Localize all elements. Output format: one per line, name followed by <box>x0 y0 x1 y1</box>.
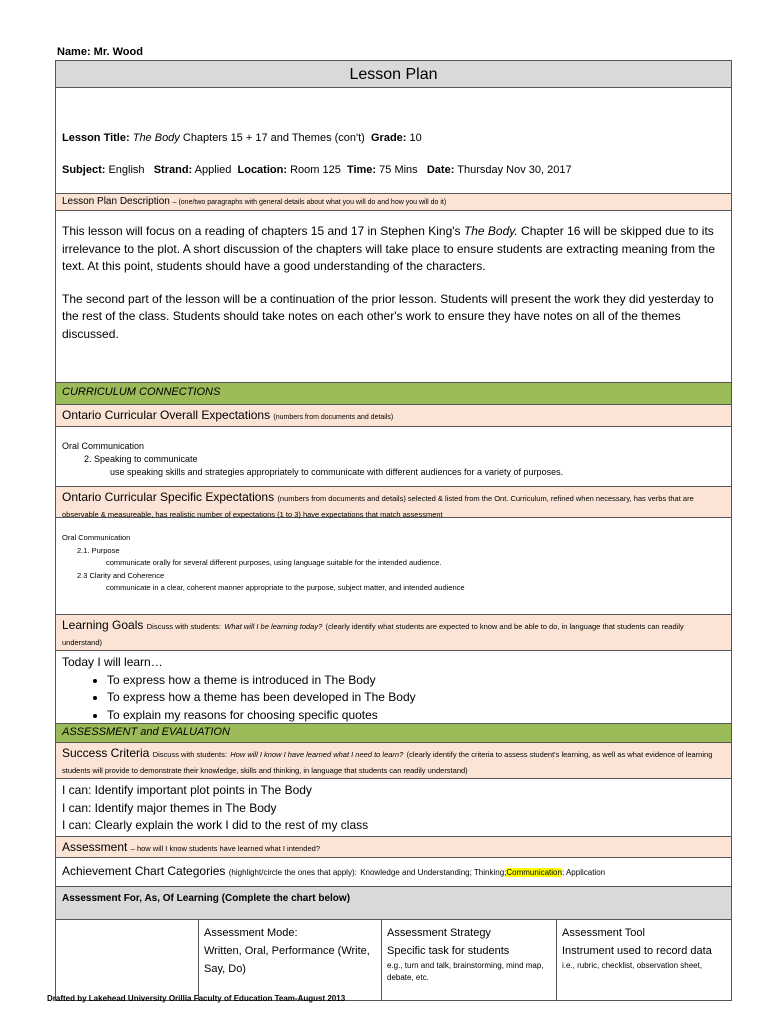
list-item: I can: Identify major themes in The Body <box>62 800 277 815</box>
assessment-strategy-cell: Assessment Strategy Specific task for students e.g., turn and talk, brainstorming, mind map, debate, etc. <box>382 920 557 1000</box>
lesson-details-line: Subject: English Strand: Applied Location: Room 125 Time: 75 Mins Date: Thursday Nov 30, 2017 <box>62 164 572 176</box>
assessment-mode-cell: Assessment Mode: Written, Oral, Performance (Write, Say, Do) <box>199 920 382 1000</box>
list-item: I can: Clearly explain the work I did to the rest of my class <box>62 818 369 832</box>
assessment-table <box>56 920 731 1000</box>
learning-goals-list <box>62 672 725 725</box>
specific-expectations-body: Oral Communication 2.1. Purpose communicate orally for several different purposes, using language suitable for the intended audience. 2.3 Clarity and Coherence communicate in a clear, coherent manner appropriate to the purpose, subject matter, and intended audience <box>56 518 731 615</box>
overall-expectations-header: Ontario Curricular Overall Expectations (numbers from documents and details) <box>56 405 731 427</box>
learning-goals-header: Learning Goals Discuss with students: What will I be learning today? (clearly identify what students are expected to know and be able to do, in language that students can readily understand) <box>56 615 731 651</box>
list-item: • To explain my reasons for choosing specific quotes <box>107 707 725 725</box>
overall-expectations-body: Oral Communication 2. Speaking to communicate use speaking skills and strategies appropriately to communicate with different audiences for a variety of purposes. <box>56 427 731 487</box>
description-paragraph-2: The second part of the lesson will be a continuation of the prior lesson. Students will present the work they did yesterday to the rest of the class. Students should take notes on each other's work to ensure they have notes on all of the themes discussed. <box>62 291 714 341</box>
success-criteria-header: Success Criteria Discuss with students: How will I know I have learned what I need to learn? (clearly identify the criteria to assess student's learning, as well as what evidence of learning students will provide to demonstrate their knowledge, skills and thinking, in language that students can readily understand) <box>56 743 731 779</box>
form-title: Lesson Plan <box>56 61 731 88</box>
success-criteria-body <box>56 779 731 837</box>
lesson-plan-form <box>55 60 732 1001</box>
lesson-meta <box>56 88 731 194</box>
list-item: • To express how a theme has been developed in The Body <box>107 689 725 707</box>
assessment-tool-cell: Assessment Tool Instrument used to record data i.e., rubric, checklist, observation sheet, <box>562 927 712 970</box>
assessment-header: Assessment – how will I know students have learned what I intended? <box>56 837 731 858</box>
list-item: • To express how a theme is introduced in The Body <box>107 672 725 690</box>
achievement-chart-categories: Achievement Chart Categories (highlight/circle the ones that apply): Knowledge and Understanding; Thinking;Communication; Application <box>56 858 731 887</box>
assessment-evaluation-header: ASSESSMENT and EVALUATION <box>56 724 731 743</box>
description-header: Lesson Plan Description – (one/two paragraphs with general details about what you will do and how you will do it) <box>56 194 731 211</box>
assessment-for-as-of-header: Assessment For, As, Of Learning (Complete the chart below) <box>56 887 731 920</box>
teacher-name: Name: Mr. Wood <box>57 46 143 58</box>
table-cell-empty <box>56 920 199 1000</box>
description-body <box>56 211 731 383</box>
list-item: I can: Identify important plot points in The Body <box>62 783 312 797</box>
lesson-title-line: Lesson Title: The Body Chapters 15 + 17 and Themes (con't) Grade: 10 <box>62 132 422 144</box>
footer-credit: Drafted by Lakehead University Orillia Faculty of Education Team-August 2013 <box>47 994 346 1003</box>
highlighted-category: Communication <box>506 868 562 877</box>
specific-expectations-header: Ontario Curricular Specific Expectations (numbers from documents and details) selected & listed from the Ont. Curriculum, refined when necessary, has verbs that are observable & measureable, has realistic number of expectations (1 to 3) have expectations that match assessment <box>56 487 731 518</box>
description-paragraph-1: This lesson will focus on a reading of chapters 15 and 17 in Stephen King's The Body. Chapter 16 will be skipped due to its irrelevance to the plot. A short discussion of the chapters will take place to ensure students are extracting meaning from the text. At this point, students should have a good understanding of the characters. <box>62 224 716 273</box>
curriculum-connections-header: CURRICULUM CONNECTIONS <box>56 383 731 405</box>
learning-goals-body: Today I will learn… • To express how a theme is introduced in The Body • To express how a theme has been developed in The Body • To explain my reasons for choosing specific quotes <box>56 651 731 724</box>
